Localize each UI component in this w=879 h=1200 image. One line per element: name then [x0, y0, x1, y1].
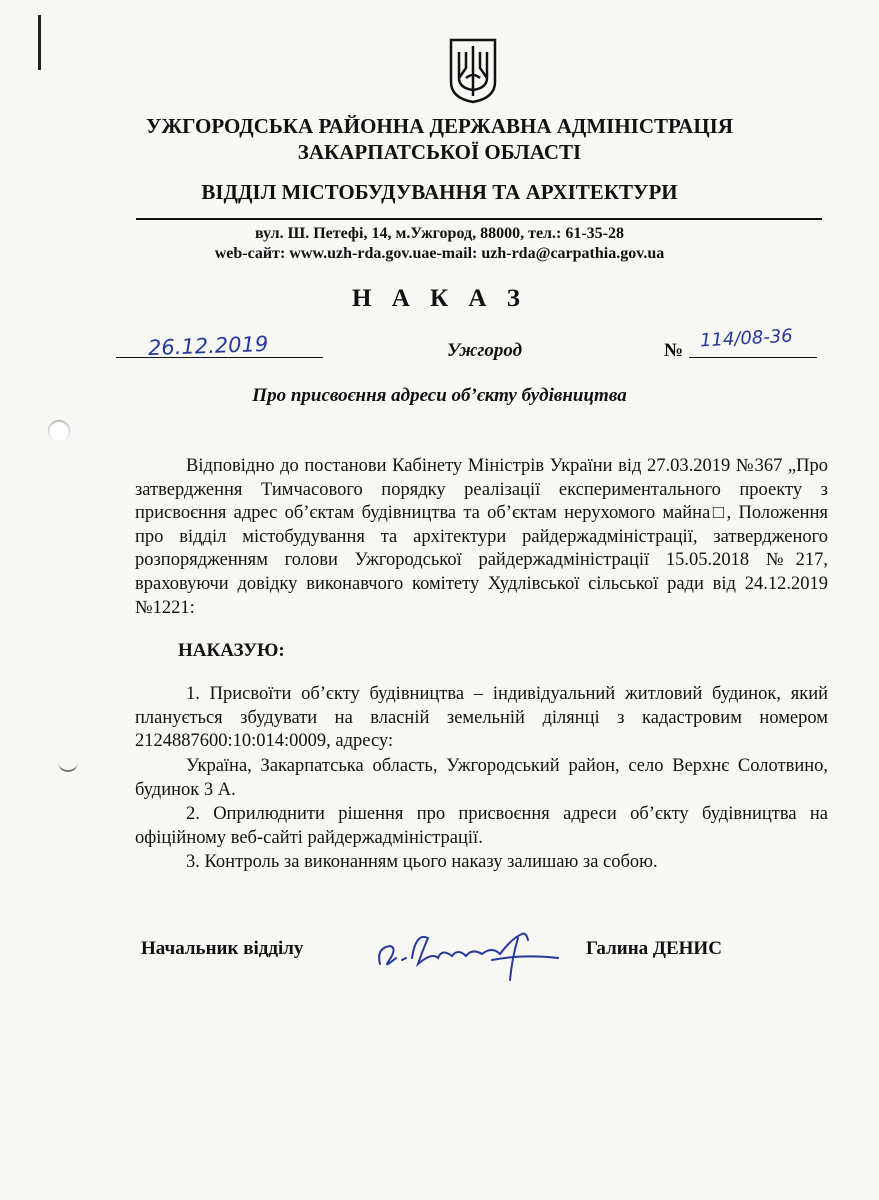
margin-mark — [38, 15, 41, 70]
coat-of-arms-icon — [449, 38, 497, 104]
order-date: 26.12.2019 — [147, 331, 269, 361]
punch-hole — [48, 420, 70, 442]
department-name: ВІДДІЛ МІСТОБУДУВАННЯ ТА АРХІТЕКТУРИ — [201, 180, 678, 204]
punch-hole-mark — [58, 760, 78, 772]
document-title: Н А К А З — [352, 285, 527, 312]
order-word: НАКАЗУЮ: — [178, 640, 285, 661]
order-item-1: 1. Присвоїти об’єкту будівництва – індивідуальний житловий будинок, який планується збудувати на власній земельній ділянці з кадастровим номером 2124887600:10:014:0009, адресу: — [135, 684, 828, 752]
organization-region: ЗАКАРПАТСЬКОЇ ОБЛАСТІ — [297, 140, 582, 164]
organization-name: УЖГОРОДСЬКА РАЙОННА ДЕРЖАВНА АДМІНІСТРАЦІЯ — [145, 114, 734, 138]
handwritten-signature — [372, 918, 572, 988]
postal-address: вул. Ш. Петефі, 14, м.Ужгород, 88000, тел.: 61-35-28 — [254, 225, 624, 242]
date-underline — [116, 357, 323, 358]
order-city: Ужгород — [447, 340, 523, 361]
order-number: 114/08-36 — [699, 325, 794, 352]
number-underline — [689, 357, 817, 358]
assigned-address: Україна, Закарпатська область, Ужгородський район, село Верхнє Солотвино, будинок 3 А. — [135, 756, 828, 800]
order-item-3: 3. Контроль за виконанням цього наказу залишаю за собою. — [186, 852, 658, 872]
header-rule — [136, 218, 822, 220]
number-label: № — [664, 340, 684, 361]
contact-block — [0, 224, 879, 264]
order-item-2: 2. Оприлюднити рішення про присвоєння адреси об’єкту будівництва на офіційному веб-сайті райдержадміністрації. — [135, 804, 828, 848]
signatory-title: Начальник відділу — [141, 938, 304, 959]
order-subject: Про присвоєння адреси об’єкту будівництва — [252, 385, 627, 406]
web-email-line: web-сайт: www.uzh-rda.gov.uae-mail: uzh-rda@carpathia.gov.ua — [214, 245, 665, 262]
signatory-name: Галина ДЕНИС — [586, 938, 722, 959]
basis-paragraph: Відповідно до постанови Кабінету Міністрів України від 27.03.2019 №367 „Про затвердження Тимчасового порядку реалізації експериментального проекту з присвоєння адрес об’єктам будівництва та об’єктам нерухомого майна□, Положення про відділ містобудування та архітектури райдержадміністрації, затвердженого розпорядженням голови Ужгородської райдержадміністрації 15.05.2018 №217, враховуючи довідку виконавчого комітету Худлівської сільської ради від 24.12.2019 №1221: — [135, 456, 828, 618]
